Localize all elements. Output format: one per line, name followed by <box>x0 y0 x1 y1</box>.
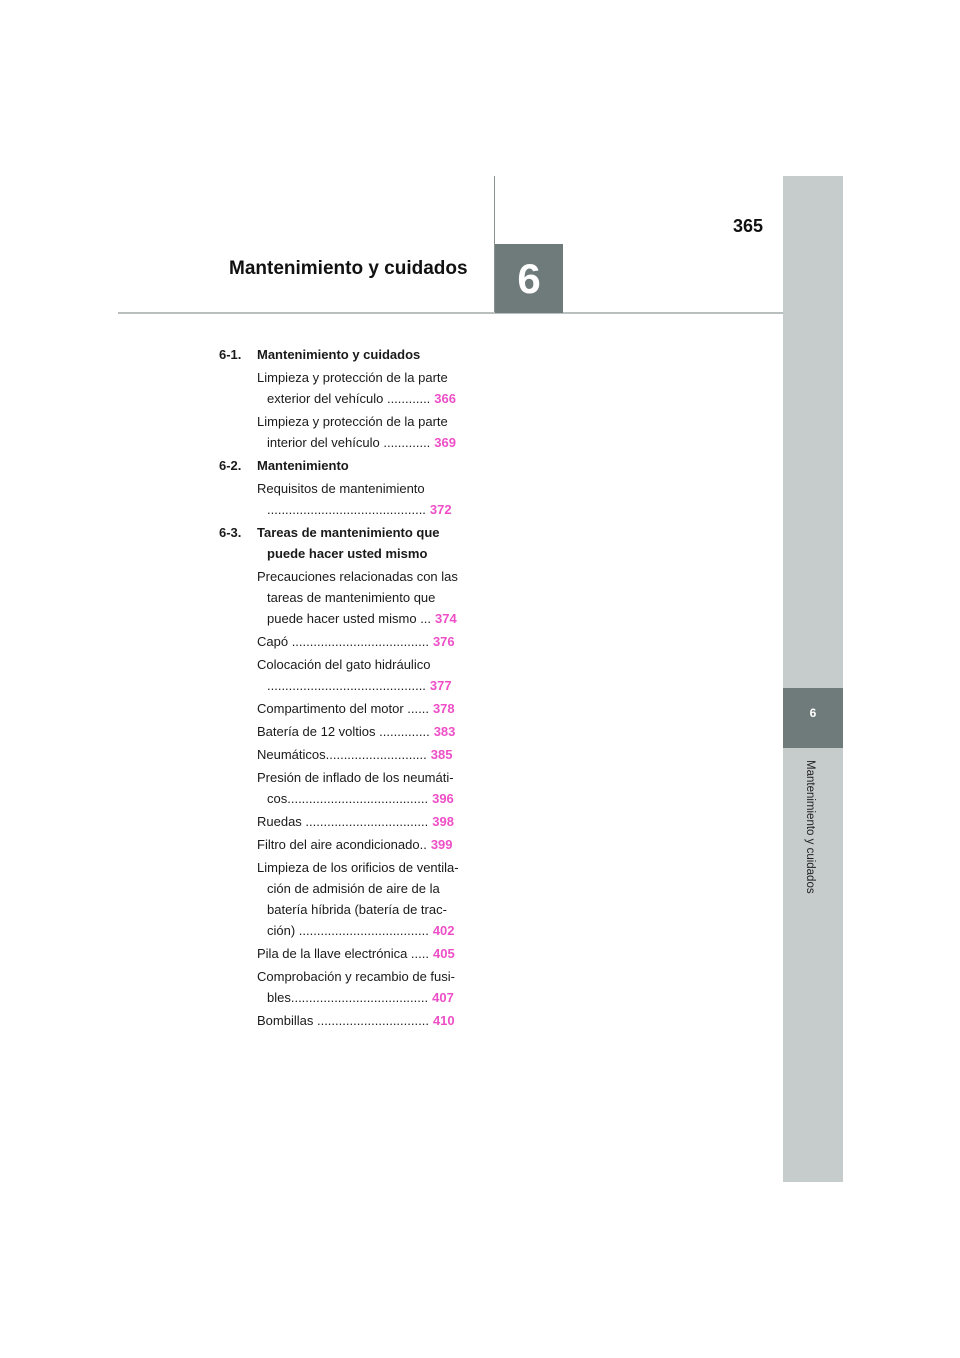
toc-entry-text: Limpieza de los orificios de ventila- <box>257 860 459 875</box>
toc-entry-text: Capó ...................................... <box>257 634 429 649</box>
toc-section-number: 6-2. <box>219 458 242 473</box>
toc-entry-text: interior del vehículo ............. <box>267 435 431 450</box>
toc-entry-last-line <box>257 721 469 742</box>
toc-entry-text: Bombillas ............................... <box>257 1013 429 1028</box>
toc-entry-last-line <box>257 1010 469 1031</box>
toc-entry-text: Neumáticos............................ <box>257 747 427 762</box>
toc-entry[interactable] <box>257 654 469 696</box>
toc-entry-last-line <box>267 788 469 809</box>
toc-entry-text: cos....................................... <box>267 791 429 806</box>
toc-entry-text: batería híbrida (batería de trac- <box>267 902 447 917</box>
toc-page-link[interactable]: 378 <box>432 701 455 716</box>
side-tab-number: 6 <box>809 706 817 720</box>
chapter-number: 6 <box>517 255 541 302</box>
toc-page-link[interactable]: 402 <box>432 923 455 938</box>
toc-page-link[interactable]: 410 <box>432 1013 455 1028</box>
toc-entry-last-line <box>257 631 469 652</box>
toc-page-link[interactable]: 372 <box>429 502 452 517</box>
toc-entry[interactable] <box>257 1010 469 1031</box>
toc-entry-text: ción de admisión de aire de la <box>267 881 440 896</box>
toc-entry-text: Pila de la llave electrónica ..... <box>257 946 429 961</box>
toc-page-link[interactable]: 399 <box>430 837 453 852</box>
toc-entry-last-line <box>257 811 469 832</box>
toc-page-link[interactable]: 366 <box>434 391 456 406</box>
toc-entry-text: ............................................ <box>267 678 426 693</box>
toc-section-heading <box>219 344 469 365</box>
toc-entry[interactable] <box>257 834 469 855</box>
toc-entry-last-line <box>257 698 469 719</box>
toc-entry-last-line <box>257 834 469 855</box>
chapter-title: Mantenimiento y cuidados <box>229 258 468 279</box>
toc-entry[interactable] <box>257 811 469 832</box>
toc-section-title <box>257 522 469 564</box>
toc-entry-last-line <box>267 920 469 941</box>
page-number: 365 <box>733 216 764 236</box>
toc-entry-text: Filtro del aire acondicionado.. <box>257 837 427 852</box>
toc-entry-text: Compartimento del motor ...... <box>257 701 429 716</box>
toc-entry-text: Limpieza y protección de la parte <box>257 370 448 385</box>
header-horizontal-rule <box>118 312 783 314</box>
toc-entry[interactable] <box>257 698 469 719</box>
toc-section-title-line: Mantenimiento y cuidados <box>257 347 421 362</box>
toc-section-heading <box>219 522 469 564</box>
toc-entry[interactable] <box>257 767 469 809</box>
toc-section-number: 6-3. <box>219 525 242 540</box>
table-of-contents <box>219 344 469 1033</box>
toc-section-title-line: puede hacer usted mismo <box>267 546 428 561</box>
toc-entry[interactable] <box>257 478 469 520</box>
toc-entry-text: Colocación del gato hidráulico <box>257 657 431 672</box>
toc-entry-text: bles...................................... <box>267 990 429 1005</box>
toc-entry[interactable] <box>257 367 469 409</box>
toc-entry-text: ............................................ <box>267 502 426 517</box>
toc-entry[interactable] <box>257 943 469 964</box>
toc-section-heading <box>219 455 469 476</box>
toc-page-link[interactable]: 407 <box>432 990 454 1005</box>
toc-page-link[interactable]: 398 <box>432 814 454 829</box>
toc-page-link[interactable]: 405 <box>432 946 455 961</box>
toc-entry-text: exterior del vehículo ............ <box>267 391 431 406</box>
toc-entry-text: Batería de 12 voltios .............. <box>257 724 430 739</box>
toc-entry-last-line <box>267 432 469 453</box>
toc-section-title <box>257 344 469 365</box>
toc-entry-text: ción) .................................... <box>267 923 429 938</box>
toc-entry[interactable] <box>257 411 469 453</box>
toc-entry-text: tareas de mantenimiento que <box>267 590 436 605</box>
toc-entry[interactable] <box>257 966 469 1008</box>
toc-entry-last-line <box>267 987 469 1008</box>
toc-entry-text: Requisitos de mantenimiento <box>257 481 425 496</box>
toc-entry-text: Limpieza y protección de la parte <box>257 414 448 429</box>
toc-entry[interactable] <box>257 857 469 941</box>
toc-section-title <box>257 455 469 476</box>
side-tab-label: Mantenimiento y cuidados <box>804 760 816 894</box>
toc-page-link[interactable]: 385 <box>430 747 453 762</box>
toc-entry-last-line <box>267 608 469 629</box>
toc-entry-text: Presión de inflado de los neumáti- <box>257 770 454 785</box>
toc-entry[interactable] <box>257 631 469 652</box>
toc-entry-last-line <box>267 675 469 696</box>
toc-page-link[interactable]: 369 <box>434 435 456 450</box>
toc-section-number: 6-1. <box>219 347 242 362</box>
side-tab-strip <box>783 176 843 1182</box>
toc-entry-last-line <box>267 388 469 409</box>
toc-page-link[interactable]: 376 <box>432 634 455 649</box>
toc-entry[interactable] <box>257 566 469 629</box>
toc-page-link[interactable]: 374 <box>435 611 457 626</box>
toc-entry-text: Precauciones relacionadas con las <box>257 569 458 584</box>
toc-entry-text: Comprobación y recambio de fusi- <box>257 969 455 984</box>
toc-section-title-line: Tareas de mantenimiento que <box>257 525 440 540</box>
toc-entry[interactable] <box>257 721 469 742</box>
toc-page-link[interactable]: 383 <box>433 724 456 739</box>
toc-section-title-line: Mantenimiento <box>257 458 349 473</box>
toc-entry-last-line <box>267 499 469 520</box>
toc-entry[interactable] <box>257 744 469 765</box>
toc-page-link[interactable]: 396 <box>432 791 454 806</box>
toc-entry-text: Ruedas .................................. <box>257 814 429 829</box>
toc-page-link[interactable]: 377 <box>429 678 452 693</box>
toc-entry-last-line <box>257 744 469 765</box>
toc-entry-text: puede hacer usted mismo ... <box>267 611 432 626</box>
toc-entry-last-line <box>257 943 469 964</box>
